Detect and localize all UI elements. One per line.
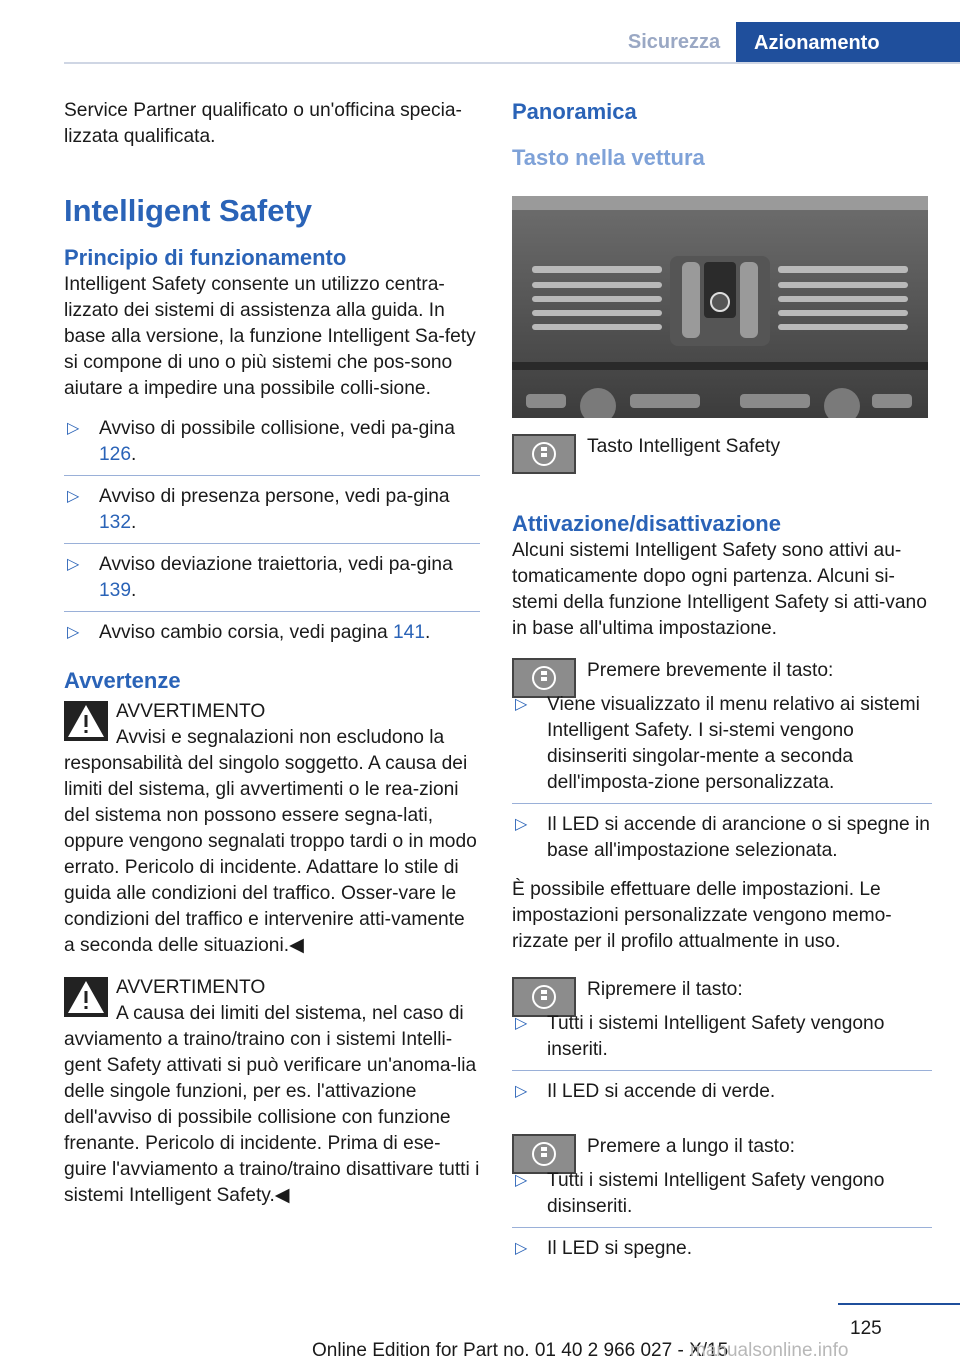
warning-box: [64, 975, 480, 1209]
activation-heading: Attivazione/disattivazione: [512, 511, 781, 536]
list-item: ▷ Avviso di presenza persone, vedi pa-gina 132.: [64, 476, 480, 544]
triangle-bullet-icon: ▷: [515, 696, 528, 713]
triangle-bullet-icon: ▷: [515, 816, 528, 833]
warning-text: A causa dei limiti del sistema, nel caso di avviamento a traino/traino con i sistemi Intelli-gent Safety attivati si può verificare un'anoma-lia delle singole funzioni, per es. l'attivazione dell'avviso di possibile collisione con funzione frenante. Pericolo di incidente. Prima di ese-guire l'avviamento a traino/traino disattivare tutti i sistemi Intelligent Safety.◀: [64, 1003, 480, 1206]
step-result-list: [512, 803, 932, 871]
left-column: [64, 98, 480, 1209]
list-item: ▷ Tutti i sistemi Intelligent Safety vengono disinseriti.: [515, 1170, 885, 1217]
triangle-bullet-icon: ▷: [67, 420, 80, 437]
activation-text: Alcuni sistemi Intelligent Safety sono attivi au-tomaticamente dopo ogni partenza. Alcuni si-stemi della funzione Intelligent Safety si atti-vano in base all'ultima impostazione.: [512, 540, 927, 639]
settings-text: È possibile effettuare delle impostazioni. Le impostazioni personalizzate vengono memo-rizzate per il profilo attualmente in uso.: [512, 879, 892, 952]
triangle-bullet-icon: ▷: [67, 556, 80, 573]
triangle-bullet-icon: ▷: [515, 1083, 528, 1100]
dashboard-button-photo: [512, 196, 928, 418]
page-link[interactable]: 126: [99, 444, 132, 465]
header-rule: [64, 62, 960, 64]
warning-text: Avvisi e segnalazioni non escludono la responsabilità del singolo soggetto. A causa dei limiti del sistema, gli avvertimenti o le rea-zioni del sistema non possono essere segna-lati, oppure vengono segnalati troppo tardi o in modo errato. Pericolo di incidente. Adattare lo stile di guida alle condizioni del traffico. Osser-vare le condizioni del traffico e intervenire atti-vamente a seconda delle situazioni.◀: [64, 727, 477, 956]
warning-title: AVVERTIMENTO: [116, 701, 266, 722]
triangle-bullet-icon: ▷: [67, 624, 80, 641]
list-item: ▷ Il LED si accende di verde.: [512, 1071, 932, 1112]
key-step: [512, 1134, 932, 1227]
warnings-heading: Avvertenze: [64, 668, 181, 693]
watermark: manualsonline.info: [690, 1340, 849, 1361]
triangle-bullet-icon: ▷: [515, 1015, 528, 1032]
button-heading: Tasto nella vettura: [512, 145, 705, 170]
warning-box: [64, 699, 480, 959]
header-section-tab: Sicurezza: [627, 31, 721, 53]
step-sub-list: [512, 1003, 932, 1070]
page-number: 125: [850, 1318, 882, 1339]
warning-triangle-icon: [64, 701, 108, 741]
step-instruction: Premere brevemente il tasto:: [587, 660, 834, 681]
header-chapter-tab: Azionamento: [736, 22, 960, 64]
section-title: Intelligent Safety: [64, 193, 313, 228]
key-step: [512, 977, 932, 1070]
footer-rule: [838, 1303, 960, 1305]
step-sub-list: [512, 1160, 932, 1227]
list-item: ▷ Avviso deviazione traiettoria, vedi pa-gina 139.: [64, 544, 480, 612]
edition-note: Online Edition for Part no. 01 40 2 966 027 - X/15: [312, 1340, 729, 1361]
page-link[interactable]: 139: [99, 580, 132, 601]
list-item: ▷ Viene visualizzato il menu relativo ai sistemi Intelligent Safety. I si-stemi vengono disinseriti singolar-mente a seconda dell'imposta-zione personalizzata.: [515, 694, 920, 793]
key-caption: Tasto Intelligent Safety: [587, 436, 781, 457]
triangle-bullet-icon: ▷: [67, 488, 80, 505]
page-link[interactable]: 132: [99, 512, 132, 533]
key-step: [512, 658, 932, 803]
principle-heading: Principio di funzionamento: [64, 245, 347, 270]
intro-text: Service Partner qualificato o un'officina specia-lizzata qualificata.: [64, 100, 462, 147]
triangle-bullet-icon: ▷: [515, 1240, 528, 1257]
feature-list: [64, 408, 480, 653]
warning-title: AVVERTIMENTO: [116, 977, 266, 998]
triangle-bullet-icon: ▷: [515, 1172, 528, 1189]
step-result-list: [512, 1070, 932, 1112]
page-link[interactable]: 141: [393, 622, 426, 643]
step-instruction: Premere a lungo il tasto:: [587, 1136, 795, 1157]
list-item: ▷ Avviso di possibile collisione, vedi pa-gina 126.: [64, 408, 480, 476]
key-caption-row: [512, 434, 932, 474]
warning-triangle-icon: [64, 977, 108, 1017]
right-column: [512, 98, 932, 1269]
step-sub-list: [512, 684, 932, 803]
list-item: ▷ Il LED si accende di arancione o si spegne in base all'impostazione selezionata.: [515, 814, 930, 861]
overview-heading: Panoramica: [512, 99, 637, 124]
step-instruction: Ripremere il tasto:: [587, 979, 743, 1000]
principle-text: Intelligent Safety consente un utilizzo centra-lizzato dei sistemi di assistenza alla guida. In base alla versione, la funzione Intelligent Sa-fety si compone di uno o più sistemi che pos-sono aiutare a impedire una possibile colli-sione.: [64, 274, 476, 399]
list-item: ▷ Avviso cambio corsia, vedi pagina 141.: [64, 612, 480, 653]
list-item: ▷ Il LED si spegne.: [512, 1228, 932, 1269]
intelligent-safety-key-icon: [512, 434, 576, 474]
list-item: ▷ Tutti i sistemi Intelligent Safety vengono inseriti.: [515, 1013, 885, 1060]
step-result-list: [512, 1227, 932, 1269]
